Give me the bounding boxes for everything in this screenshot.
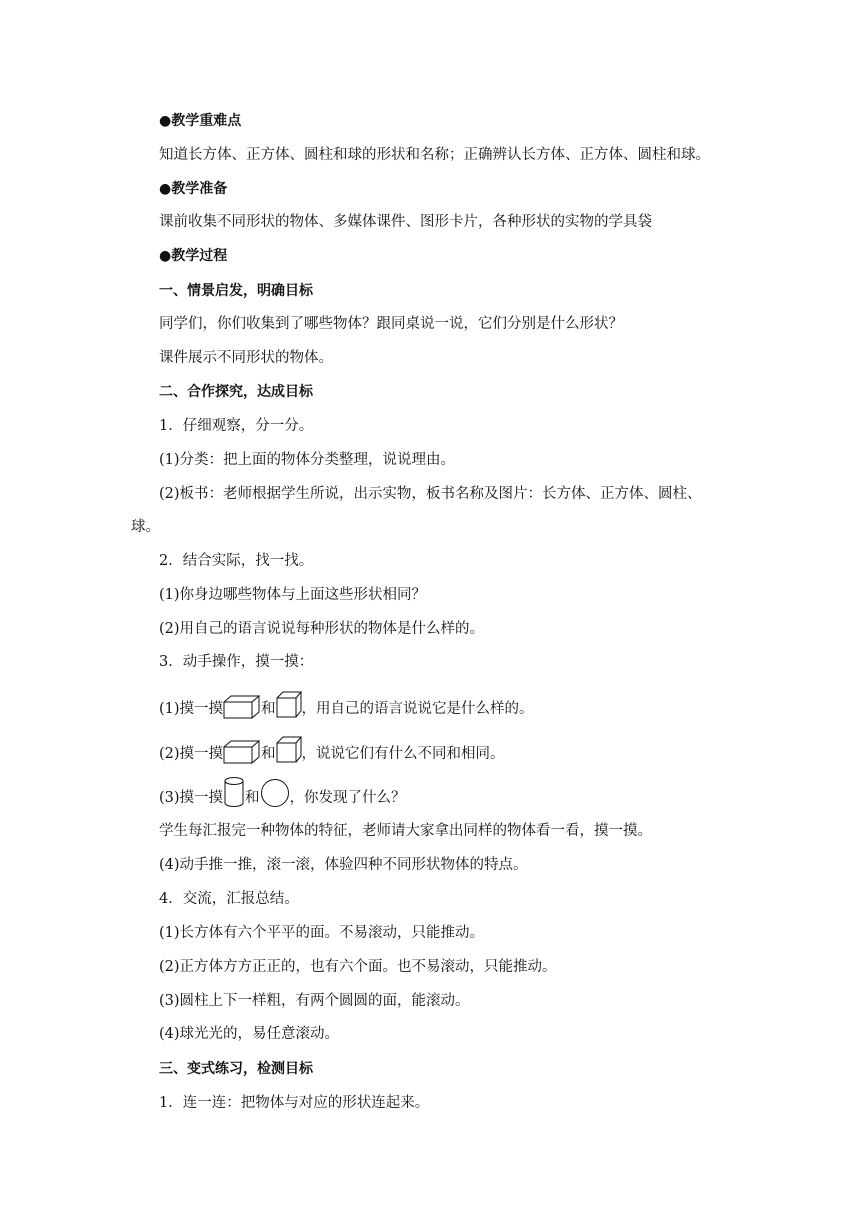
section1-paragraph2: 课件展示不同形状的物体。 [159,350,333,366]
touch-line-1-suffix: ，用自己的语言说说它是什么样的。 [301,701,534,717]
cube-icon [276,691,302,719]
section2-item3: 3．动手操作，摸一摸： [159,654,314,670]
section2-item4-b: (2)正方体方方正正的，也有六个面。也不易滚动，只能推动。 [159,959,557,975]
section2-item2: 2．结合实际，找一找。 [159,553,314,569]
preparation-text: 课前收集不同形状的物体、多媒体课件、图形卡片，各种形状的实物的学具袋 [159,214,652,230]
section3-heading: 三、变式练习，检测目标 [159,1061,313,1077]
section2-item1-b-line1: (2)板书：老师根据学生所说，出示实物，板书名称及图片：长方体、正方体、圆柱、 [159,486,702,502]
touch-line-2-suffix: ，说说它们有什么不同和相同。 [301,746,505,762]
cylinder-icon [223,776,245,808]
touch-line-1-and: 和 [261,701,276,717]
process-heading: ●教学过程 [159,248,228,264]
section2-item4-c: (3)圆柱上下一样粗，有两个圆圆的面，能滚动。 [159,993,470,1009]
section2-item4-a: (1)长方体有六个平平的面。不易滚动，只能推动。 [159,925,485,941]
touch-line-3-prefix: (3)摸一摸 [159,790,224,806]
preparation-heading: ●教学准备 [159,181,228,197]
touch-line-2 [159,728,505,764]
touch-line-3 [159,772,406,808]
touch-line-3-suffix: ，你发现了什么？ [289,790,406,806]
section2-item1: 1．仔细观察，分一分。 [159,418,314,434]
touch-line-1 [159,683,534,719]
section2-item3-note: 学生每汇报完一种物体的特征，老师请大家拿出同样的物体看一看，摸一摸。 [159,823,652,839]
key-points-heading: ●教学重难点 [159,113,242,129]
section2-heading: 二、合作探究，达成目标 [159,384,313,400]
key-points-text: 知道长方体、正方体、圆柱和球的形状和名称；正确辨认长方体、正方体、圆柱和球。 [159,147,710,163]
section2-item4-d: (4)球光光的，易任意滚动。 [159,1026,340,1042]
touch-line-1-prefix: (1)摸一摸 [159,701,224,717]
cuboid-icon [223,695,261,719]
sphere-icon [260,778,290,808]
section2-item3-d: (4)动手推一推，滚一滚，体验四种不同形状物体的特点。 [159,857,528,873]
section2-item1-a: (1)分类：把上面的物体分类整理，说说理由。 [159,452,456,468]
section1-heading: 一、情景启发，明确目标 [159,283,313,299]
cube-icon [276,736,302,764]
section3-item1: 1．连一连：把物体与对应的形状连起来。 [159,1095,430,1111]
touch-line-3-and: 和 [245,790,260,806]
touch-line-2-and: 和 [261,746,276,762]
touch-line-2-prefix: (2)摸一摸 [159,746,224,762]
section1-paragraph1: 同学们，你们收集到了哪些物体？跟同桌说一说，它们分别是什么形状？ [159,316,623,332]
section2-item1-b-line2: 球。 [131,519,160,535]
section2-item2-b: (2)用自己的语言说说每种形状的物体是什么样的。 [159,621,485,637]
section2-item4: 4．交流，汇报总结。 [159,891,299,907]
cuboid-icon [223,740,261,764]
section2-item2-a: (1)你身边哪些物体与上面这些形状相同？ [159,587,427,603]
